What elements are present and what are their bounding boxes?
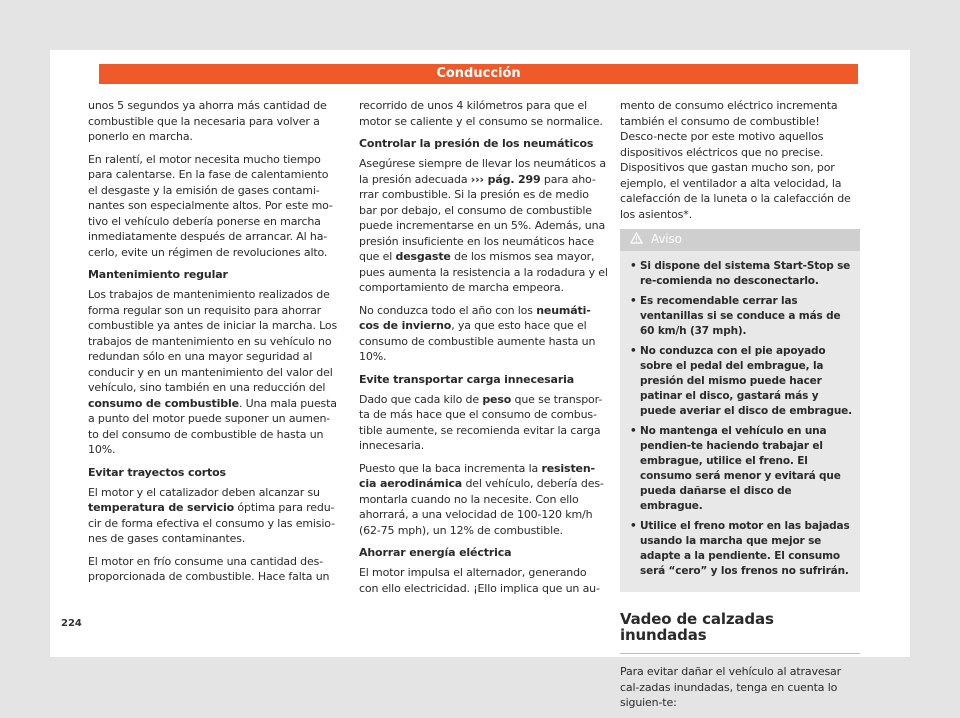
aviso-item: • Es recomendable cerrar las ventanillas si se conduce a más de 60 km/h (37 mph). [630,295,841,337]
subheading-presion: Controlar la presión de los neumáticos [359,137,594,150]
emphasis: desgaste [395,250,451,263]
emphasis: temperatura de servicio [88,501,235,514]
warning-triangle-icon [630,232,643,249]
paragraph: Dado que cada kilo de peso que se transpor-ta de más hace que el consumo de combus-tible aumente, se recomienda evitar la carga innecesaria. [359,392,603,452]
paragraph: No conduzca todo el año con los neumáti-cos de invierno, ya que esto hace que el consumo de combustible aumente hasta un 10%. [359,303,596,363]
paragraph: Asegúrese siempre de llevar los neumáticos a la presión adecuada ››› pág. 299 para aho-rrar combustible. Si la presión es de medio bar por debajo, el consumo de combustible puede incrementarse en un 5%. Además, una presión insuficiente en los neumáticos hace que el desgaste de los mismos sea mayor, pues aumenta la resistencia a la rodadura y el comportamiento de marcha empeora. [359,157,608,294]
paragraph: mento de consumo eléctrico incrementa también el consumo de combustible! Desco-necte por este motivo aquellos dispositivos eléctricos que no precise. Dispositivos que gastan mucho son, por ejemplo, el ventilador a alta velocidad, la calefacción de la luneta o la calefacción de los asientos*. [620,99,851,221]
aviso-item: • Si dispone del sistema Start-Stop se re-comienda no desconectarlo. [630,260,851,287]
aviso-header [620,229,860,251]
aviso-item: • Utilice el freno motor en las bajadas usando la marcha que mejor se adapte a la pendiente. El consumo será “cero” y los frenos no sufrirán. [630,520,850,577]
subheading-carga: Evite transportar carga innecesaria [359,372,574,386]
emphasis: consumo de combustible [88,396,239,410]
column-2 [359,98,609,603]
page-number: 224 [61,618,82,629]
paragraph: Puesto que la baca incrementa la resisten-cia aerodinámica del vehículo, debería des-montarla cuando no la necesite. Con ello ahorrará, a una velocidad de 100-120 km/h (62-75 mph), un 12% de combustible. [359,461,604,537]
emphasis: resisten-cia aerodinámica [359,461,595,490]
subheading-energia: Ahorrar energía eléctrica [359,546,512,559]
subheading-trayectos-cortos: Evitar trayectos cortos [88,465,226,479]
aviso-box [620,229,860,592]
page-reference-link[interactable]: ››› pág. 299 [470,172,541,186]
emphasis: peso [482,392,512,406]
paragraph: Para evitar dañar el vehículo al atravesar cal-zadas inundadas, tenga en cuenta lo siguien-te: [620,665,842,709]
paragraph: En ralentí, el motor necesita mucho tiempo para calentarse. En la fase de calentamiento el desgaste y la emisión de gases contami-nantes son especialmente altos. Por este mo-tivo el vehículo debería ponerse en marcha inmediatamente después de arrancar. Al ha-cerlo, evite un régimen de revoluciones alto. [88,152,333,259]
chapter-header: Conducción [99,64,858,84]
aviso-item: • No conduzca con el pie apoyado sobre el pedal del embrague, la presión del mismo puede hacer patinar el disco, gastará más y puede averiar el disco de embrague. [630,345,852,417]
aviso-list [620,251,860,592]
paragraph: Los trabajos de mantenimiento realizados de forma regular son un requisito para ahorrar combustible ya antes de iniciar la marcha. Los trabajos de mantenimiento en su vehículo no redundan sólo en una mayor seguridad al conducir y en un mantenimiento del valor del vehículo, sino también en una reducción del consumo de combustible. Una mala puesta a punto del motor puede suponer un aumen-to del consumo de combustible de hasta un 10%. [88,288,338,456]
aviso-title: Aviso [651,232,682,247]
paragraph: unos 5 segundos ya ahorra más cantidad de combustible que la necesaria para volver a ponerlo en marcha. [88,99,327,143]
paragraph: El motor impulsa el alternador, generando con ello electricidad. ¡Ello implica que un au- [359,566,600,595]
paragraph: El motor y el catalizador deben alcanzar su temperatura de servicio óptima para redu-cir de forma efectiva el consumo y las emisio-nes de gases contaminantes. [88,485,335,545]
section-title: Vadeo de calzadas inundadas [620,610,774,644]
section-divider [620,653,860,654]
column-1 [88,98,338,592]
aviso-item: • No mantenga el vehículo en una pendien-te haciendo trabajar el embrague, utilice el freno. El consumo será menor y evitará que pueda dañarse el disco de embrague. [630,425,841,512]
paragraph: El motor en frío consume una cantidad des-proporcionada de combustible. Hace falta un [88,554,330,583]
column-3 [620,98,860,718]
emphasis: neumáti-cos de invierno [359,303,591,332]
subheading-mantenimiento: Mantenimiento regular [88,268,228,281]
manual-page [50,50,910,709]
paragraph: recorrido de unos 4 kilómetros para que el motor se caliente y el consumo se normalice. [359,99,603,128]
